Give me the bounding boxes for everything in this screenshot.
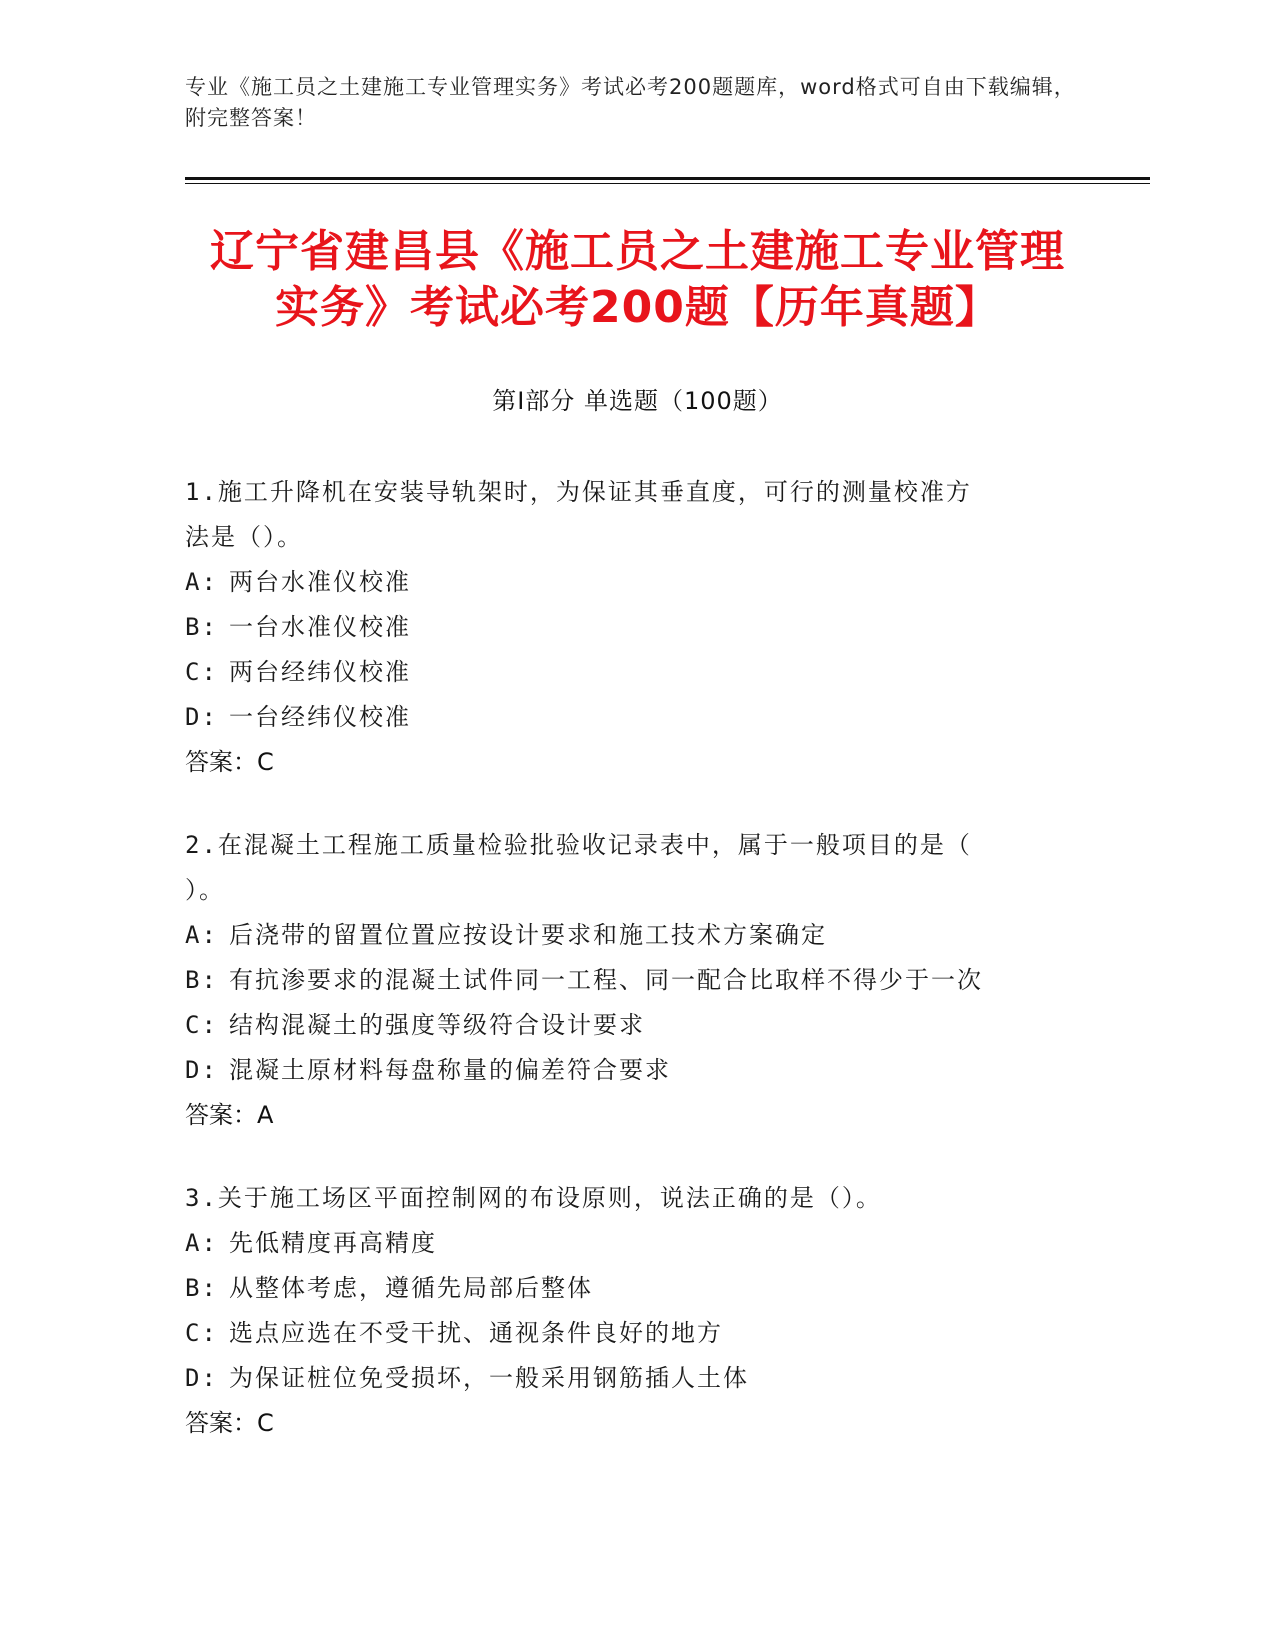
answer: 答案：C [185,748,274,776]
option-b [185,605,1075,650]
option-c [185,1311,1075,1356]
option-d [185,695,1075,740]
option-label: C: [185,658,218,686]
question-1 [185,470,1075,785]
option-b [185,1266,1075,1311]
option-label: B: [185,966,218,994]
question-stem-continued: 法是（）。 [185,523,303,551]
option-label: B: [185,1274,218,1302]
option-text: 先低精度再高精度 [229,1229,437,1257]
option-a [185,560,1075,605]
option-label: A: [185,1229,218,1257]
question-stem: 3.关于施工场区平面控制网的布设原则，说法正确的是（）。 [185,1184,882,1212]
option-c [185,1003,1075,1048]
document-title [150,224,1125,336]
question-stem: 2.在混凝土工程施工质量检验批验收记录表中，属于一般项目的是（ [185,831,972,859]
option-label: A: [185,568,218,596]
question-list [185,470,1075,1484]
question-3 [185,1176,1075,1446]
option-text: 一台经纬仪校准 [229,703,411,731]
option-label: A: [185,921,218,949]
option-a [185,1221,1075,1266]
option-label: D: [185,1056,218,1084]
option-text: 有抗渗要求的混凝土试件同一工程、同一配合比取样不得少于一次 [229,966,983,994]
title-line-2: 实务》考试必考200题【历年真题】 [275,282,1000,333]
option-label: D: [185,1364,218,1392]
answer: 答案：C [185,1409,274,1437]
header-divider-thin [185,183,1150,184]
option-label: C: [185,1011,218,1039]
option-label: D: [185,703,218,731]
option-c [185,650,1075,695]
option-d [185,1356,1075,1401]
question-2 [185,823,1075,1138]
option-label: C: [185,1319,218,1347]
answer: 答案：A [185,1101,274,1129]
option-text: 两台经纬仪校准 [229,658,411,686]
question-stem: 1.施工升降机在安装导轨架时，为保证其垂直度，可行的测量校准方 [185,478,972,506]
option-label: B: [185,613,218,641]
section-heading: 第Ⅰ部分 单选题（100题） [492,387,783,415]
question-stem-continued: ）。 [185,876,225,904]
option-text: 两台水准仪校准 [229,568,411,596]
option-a [185,913,1075,958]
option-text: 一台水准仪校准 [229,613,411,641]
option-text: 为保证桩位免受损坏，一般采用钢筋插人土体 [229,1364,749,1392]
option-b [185,958,1075,1003]
header-note: 专业《施工员之土建施工专业管理实务》考试必考200题题库，word格式可自由下载编辑，附完整答案！ [185,75,1076,130]
option-text: 混凝土原材料每盘称量的偏差符合要求 [229,1056,671,1084]
option-d [185,1048,1075,1093]
option-text: 后浇带的留置位置应按设计要求和施工技术方案确定 [229,921,827,949]
option-text: 结构混凝土的强度等级符合设计要求 [229,1011,645,1039]
title-line-1: 辽宁省建昌县《施工员之土建施工专业管理 [210,226,1065,277]
option-text: 从整体考虑，遵循先局部后整体 [229,1274,593,1302]
header-divider-thick [185,177,1150,180]
option-text: 选点应选在不受干扰、通视条件良好的地方 [229,1319,723,1347]
